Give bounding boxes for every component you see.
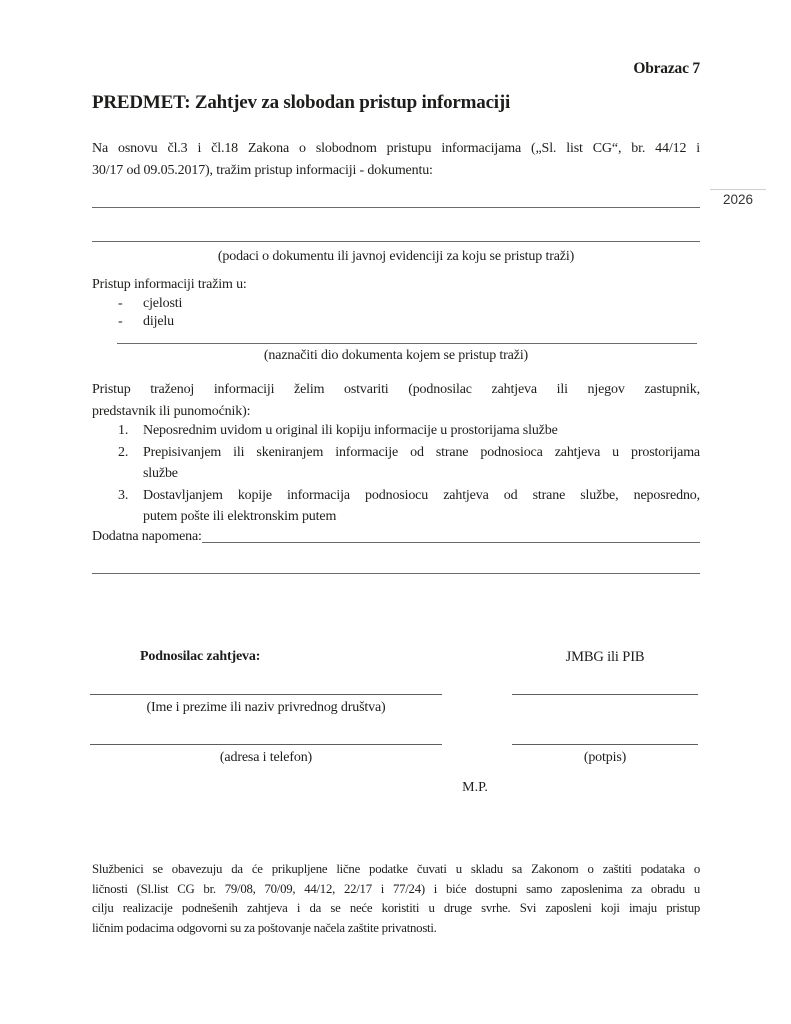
intro-paragraph (92, 138, 700, 182)
item-line: Neposrednim uvidom u original ili kopiju informacije u prostorijama službe (143, 423, 558, 438)
footer-line: ličnim podacima odgovorni su za poštovanje načela zaštite privatnosti. (92, 920, 437, 935)
additional-note-row (92, 528, 700, 545)
stamp-placeholder-label: M.P. (462, 780, 488, 795)
signature-line (512, 744, 698, 745)
id-label: JMBG ili PIB (565, 649, 645, 665)
method-item-2 (118, 442, 700, 485)
document-field-caption: (podaci o dokumentu ili javnoj evidenciji za koju se pristup traži) (217, 249, 575, 264)
item-number: 1. (118, 423, 129, 438)
part-blank-line (117, 343, 697, 344)
scope-option-part (118, 314, 174, 330)
item-line: putem pošte ili elektronskim putem (143, 509, 337, 524)
name-caption: (Ime i prezime ili naziv privrednog društva) (146, 700, 386, 715)
footer-line: ličnosti (Sl.list CG br. 79/08, 70/09, 44/12, 22/17 i 77/24) i biće dostupni samo zaposlenima za obradu u (92, 881, 700, 896)
scope-option-full (118, 296, 182, 312)
name-signature-line (90, 694, 442, 695)
item-text (143, 420, 700, 442)
signature-caption: (potpis) (583, 750, 627, 765)
item-text (143, 442, 700, 485)
footer-line: cilju realizacije podnešenih zahtjeva i da se neće koristiti u druge svrhe. Svi zaposleni koji imaju pristup (92, 901, 700, 915)
dash-bullet-icon: - (118, 314, 123, 329)
methods-intro-line: predstavnik ili punomoćnik): (92, 403, 251, 419)
method-item-3 (118, 485, 700, 528)
part-caption: (naznačiti dio dokumenta kojem se pristup traži) (263, 348, 529, 363)
scope-option-label: dijelu (143, 314, 174, 329)
methods-list (118, 420, 700, 528)
item-text (143, 485, 700, 528)
address-signature-line (90, 744, 442, 745)
item-number: 2. (118, 444, 129, 460)
document-blank-line-2 (92, 241, 700, 242)
footer-line: Službenici se obavezuju da će prikupljene lične podatke čuvati u skladu sa Zakonom o zaštiti podataka o (92, 862, 700, 876)
year-annotation: 2026 (710, 189, 766, 207)
note-label: Dodatna napomena: (92, 529, 202, 544)
scope-label: Pristup informaciji tražim u: (92, 277, 247, 292)
address-caption: (adresa i telefon) (219, 750, 313, 765)
id-signature-line (512, 694, 698, 695)
note-blank-line (202, 528, 700, 543)
scope-option-label: cjelosti (143, 296, 183, 311)
note-blank-line-2 (92, 573, 700, 574)
item-line: Dostavljanjem kopije informacija podnosiocu zahtjeva od strane službe, neposredno, (143, 487, 700, 503)
document-blank-line-1 (92, 207, 700, 208)
page-title: PREDMET: Zahtjev za slobodan pristup informaciji (92, 92, 511, 113)
methods-intro-paragraph (92, 379, 700, 422)
privacy-footer-paragraph (92, 860, 700, 938)
item-number: 3. (118, 487, 129, 503)
intro-line: 30/17 od 09.05.2017), tražim pristup informaciji - dokumentu: (92, 163, 433, 178)
intro-line: Na osnovu čl.3 i čl.18 Zakona o slobodnom pristupu informacijama („Sl. list CG“, br. 44/12 i (92, 141, 700, 156)
dash-bullet-icon: - (118, 296, 123, 311)
method-item-1 (118, 420, 700, 442)
applicant-label: Podnosilac zahtjeva: (140, 649, 261, 664)
item-line: službe (143, 466, 178, 481)
form-label: Obrazac 7 (633, 60, 700, 77)
methods-intro-line: Pristup traženoj informaciji želim ostvariti (podnosilac zahtjeva ili njegov zastupnik, (92, 382, 700, 397)
item-line: Prepisivanjem ili skeniranjem informacije od strane podnosioca zahtjeva u prostorijama (143, 444, 700, 460)
